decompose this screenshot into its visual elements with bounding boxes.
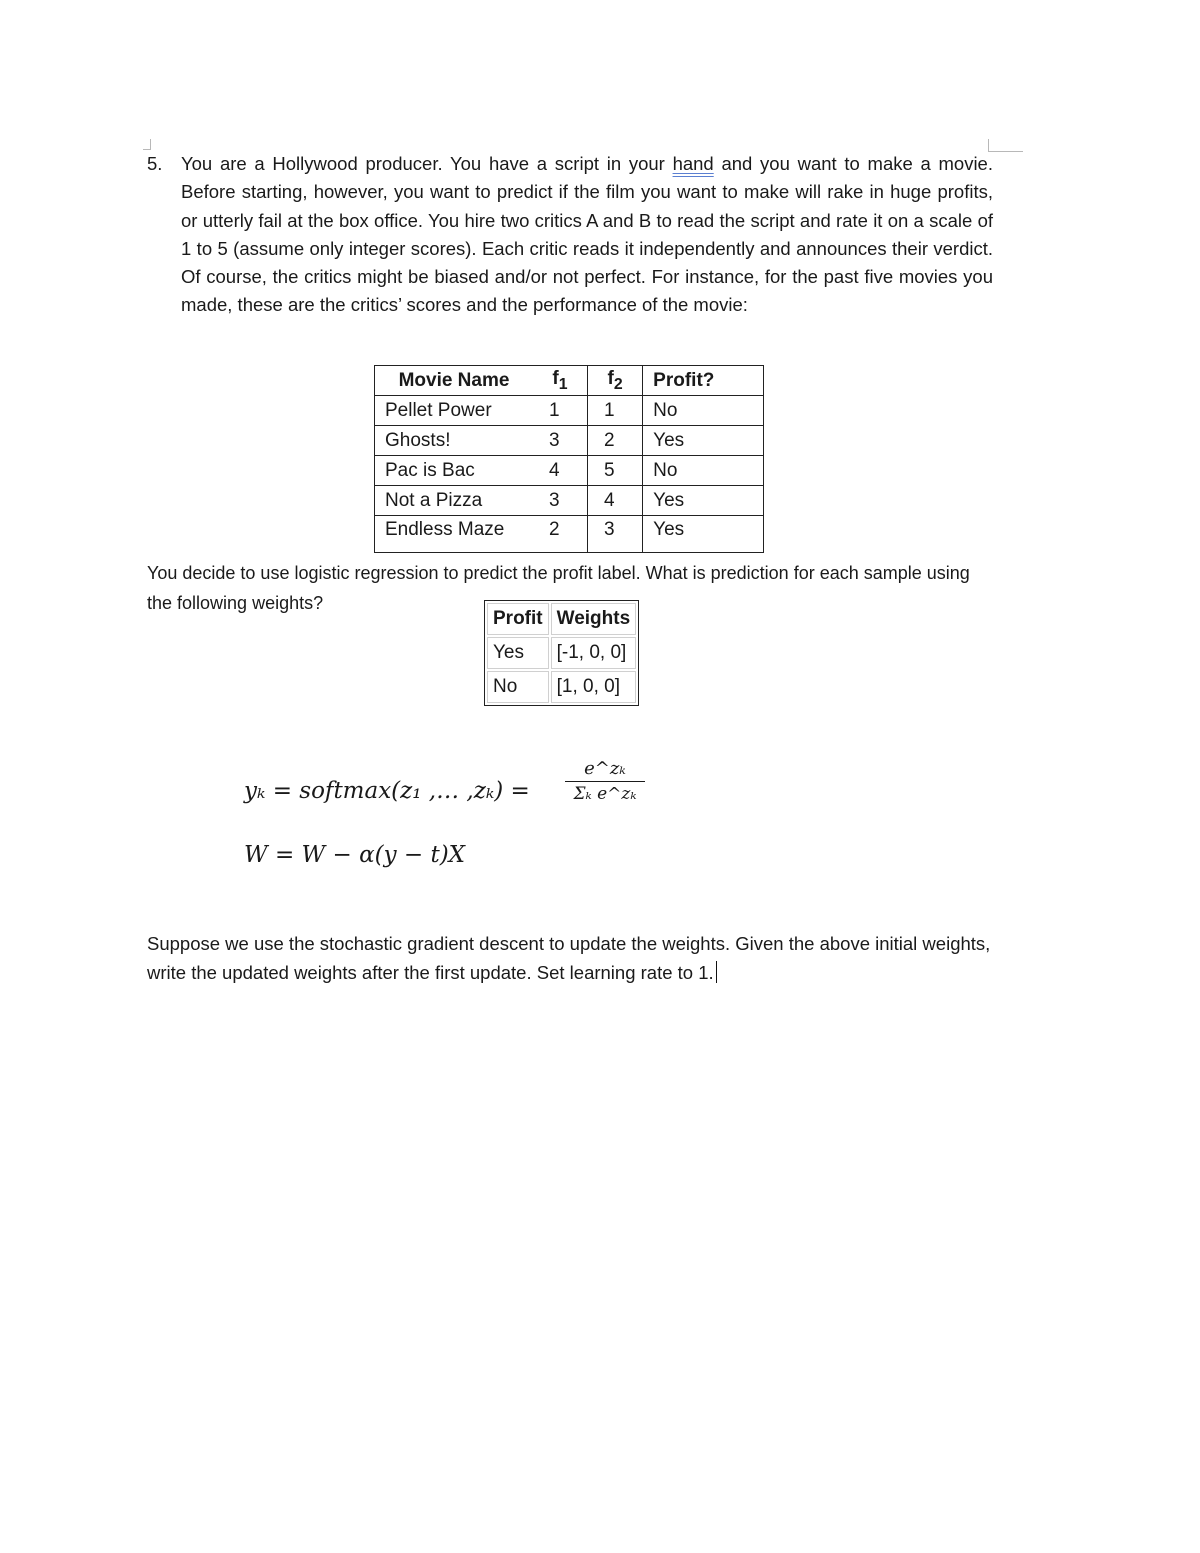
cell-profit: No — [643, 396, 764, 426]
sgd-paragraph[interactable] — [147, 930, 993, 987]
header-weights: Weights — [551, 603, 637, 635]
question-number: 5. — [147, 153, 163, 174]
header-movie-name: Movie Name — [398, 369, 510, 391]
cell-f2: 3 — [587, 516, 642, 553]
cell-movie-name: Not a Pizza — [375, 486, 534, 516]
table-row — [487, 637, 636, 669]
sgd-text: Suppose we use the stochastic gradient descent to update the weights. Given the above initial weights, write the updated weights after the first update. Set learning rate to 1. — [147, 933, 991, 983]
cell-f1: 3 — [533, 426, 587, 456]
header-profit: Profit? — [653, 369, 715, 391]
cell-f1: 2 — [533, 516, 587, 553]
header-f1: $f_1$ — [533, 366, 587, 396]
cell-profit: Yes — [643, 426, 764, 456]
cell-movie-name: Pac is Bac — [375, 456, 534, 486]
weight-update-equation[interactable]: W = W − α(y − t)X — [244, 842, 466, 868]
table-row — [375, 486, 764, 516]
softmax-fraction[interactable] — [565, 758, 645, 804]
table-row — [487, 671, 636, 703]
logistic-regression-paragraph[interactable]: You decide to use logistic regression to predict the profit label. What is prediction for each sample using the following weights? — [147, 563, 970, 613]
question-text-part2: and you want to make a movie. Before starting, however, you want to predict if the film you want to make will rake in huge profits, or utterly fail at the box office. You hire two critics A and B to read the script and rate it on a scale of 1 to 5 (assume only integer scores). Each critic reads it independently and announces their verdict. Of course, the critics might be biased and/or not perfect. For instance, for the past five movies you made, these are the critics’ scores and the performance of the movie: — [181, 153, 993, 316]
question-text[interactable] — [181, 150, 993, 320]
table-header-row — [375, 366, 764, 396]
table-row — [375, 426, 764, 456]
cell-f2: 2 — [587, 426, 642, 456]
question-paragraph[interactable] — [147, 150, 993, 320]
header-f2: $f_2$ — [587, 366, 642, 396]
cell-profit: Yes — [643, 516, 764, 553]
softmax-denominator: Σₖ e^zₖ — [573, 784, 637, 804]
cell-f1: 4 — [533, 456, 587, 486]
cell-movie-name: Ghosts! — [375, 426, 534, 456]
margin-corner-mark-left — [143, 139, 151, 150]
cell-profit: Yes — [487, 637, 549, 669]
cell-f1: 1 — [533, 396, 587, 426]
softmax-numerator: e^zₖ — [565, 758, 645, 782]
cell-weights: [1, 0, 0] — [551, 671, 637, 703]
table-row — [375, 456, 764, 486]
cell-movie-name: Pellet Power — [375, 396, 534, 426]
table-header-row — [487, 603, 636, 635]
movie-scores-table — [374, 365, 764, 553]
margin-corner-mark-right — [988, 139, 1023, 152]
softmax-equation[interactable]: yₖ = softmax(z₁ ,… ,zₖ) = — [244, 778, 530, 804]
cell-movie-name: Endless Maze — [375, 516, 534, 553]
cell-f2: 1 — [587, 396, 642, 426]
table-row — [375, 516, 764, 553]
cell-profit: No — [487, 671, 549, 703]
table-row — [375, 396, 764, 426]
cell-profit: Yes — [643, 486, 764, 516]
cell-f2: 4 — [587, 486, 642, 516]
cell-f2: 5 — [587, 456, 642, 486]
question-text-part1: You are a Hollywood producer. You have a script in your — [181, 153, 673, 174]
hand-word-underlined[interactable]: hand — [672, 153, 714, 174]
cell-f1: 3 — [533, 486, 587, 516]
weights-table — [484, 600, 639, 706]
cell-profit: No — [643, 456, 764, 486]
text-cursor — [716, 961, 717, 983]
cell-weights: [-1, 0, 0] — [551, 637, 637, 669]
header-profit: Profit — [487, 603, 549, 635]
